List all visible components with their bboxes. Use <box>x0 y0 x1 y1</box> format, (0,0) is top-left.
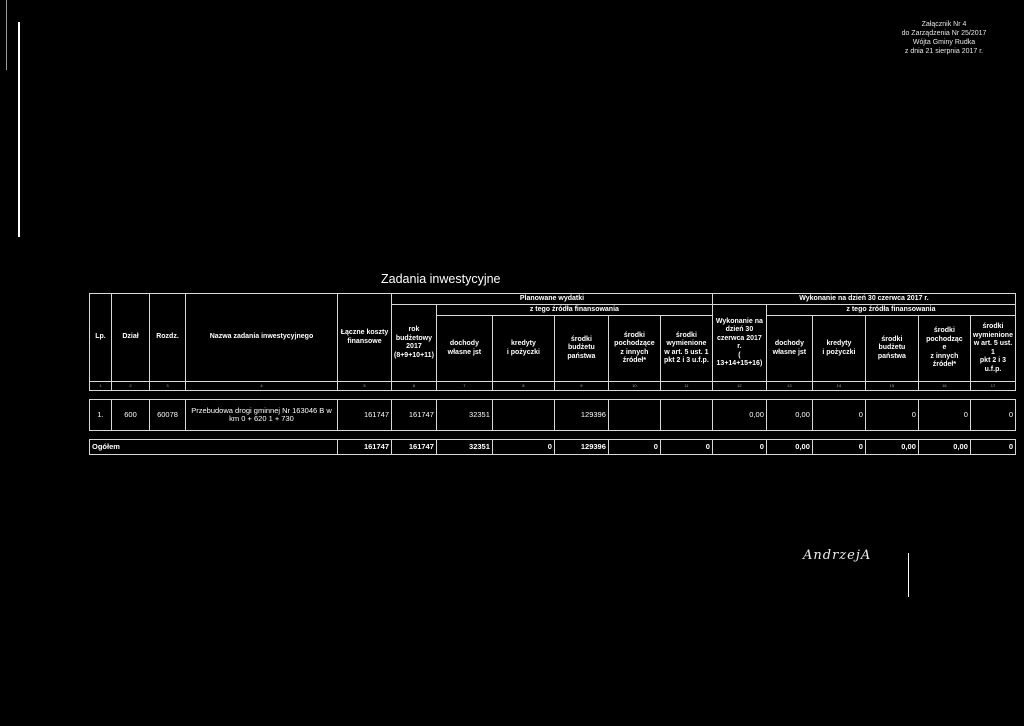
column-number-row <box>90 382 1016 391</box>
annex-line: Załącznik Nr 4 <box>921 21 967 28</box>
cell-other <box>608 400 660 431</box>
cell-lp: 1. <box>90 400 112 431</box>
cell-state: 129396 <box>554 400 608 431</box>
header-credits: kredyty i pożyczki <box>492 316 554 382</box>
header-state-funds-exec: środki budżetu państwa <box>865 316 918 382</box>
investment-table <box>89 293 1016 455</box>
total-other: 0 <box>608 440 660 455</box>
column-number: 13 <box>766 382 812 391</box>
signature: AndrzejA <box>803 548 872 563</box>
total-exec: 0 <box>712 440 766 455</box>
column-number: 1 <box>90 382 112 391</box>
total-credits: 0 <box>492 440 554 455</box>
header-credits-exec: kredyty i pożyczki <box>812 316 865 382</box>
header-name: Nazwa zadania inwestycyjnego <box>186 294 338 382</box>
header-art5-funds-exec: środki wymienione w art. 5 ust. 1 pkt 2 i 3 u.f.p. <box>970 316 1015 382</box>
header-execution: Wykonanie na dzień 30 czerwca 2017 r. ( 13+14+15+16) <box>712 305 766 382</box>
column-number: 5 <box>338 382 392 391</box>
header-state-funds: środki budżetu państwa <box>554 316 608 382</box>
total-total: 161747 <box>338 440 392 455</box>
total-exec-credits: 0 <box>812 440 865 455</box>
cell-dzial: 600 <box>112 400 150 431</box>
cell-exec-own: 0,00 <box>766 400 812 431</box>
column-number: 16 <box>918 382 970 391</box>
annex-line: do Zarządzenia Nr 25/2017 <box>901 30 987 37</box>
header-exec-group: Wykonanie na dzień 30 czerwca 2017 r. <box>712 294 1015 305</box>
column-number: 11 <box>660 382 712 391</box>
column-number: 12 <box>712 382 766 391</box>
total-label: Ogółem <box>90 440 338 455</box>
cell-exec-other: 0 <box>918 400 970 431</box>
cell-art5 <box>660 400 712 431</box>
cell-exec-art5: 0 <box>970 400 1015 431</box>
header-other-funds: środki pochodzące z innych źródeł* <box>608 316 660 382</box>
column-number: 4 <box>186 382 338 391</box>
header-planned-group: Planowane wydatki <box>392 294 713 305</box>
total-exec-art5: 0 <box>970 440 1015 455</box>
column-number: 7 <box>436 382 492 391</box>
column-number: 14 <box>812 382 865 391</box>
header-art5-funds: środki wymienione w art. 5 ust. 1 pkt 2 i 3 u.f.p. <box>660 316 712 382</box>
signature-mark-line <box>908 553 909 597</box>
scan-edge-line <box>18 22 20 237</box>
total-exec-state: 0,00 <box>865 440 918 455</box>
column-number: 8 <box>492 382 554 391</box>
total-state: 129396 <box>554 440 608 455</box>
header-total-cost: Łączne koszty finansowe <box>338 294 392 382</box>
scan-edge-line-thin <box>6 0 7 70</box>
total-exec-other: 0,00 <box>918 440 970 455</box>
column-number: 15 <box>865 382 918 391</box>
cell-exec-credits: 0 <box>812 400 865 431</box>
annex-line: Wójta Gminy Rudka <box>912 39 976 46</box>
header-lp: Lp. <box>90 294 112 382</box>
table-spacer <box>90 391 1016 400</box>
cell-exec: 0,00 <box>712 400 766 431</box>
header-dzial: Dział <box>112 294 150 382</box>
total-art5: 0 <box>660 440 712 455</box>
header-own-income: dochody własne jst <box>436 316 492 382</box>
total-exec-own: 0,00 <box>766 440 812 455</box>
column-number: 10 <box>608 382 660 391</box>
header-other-funds-exec: środki pochodząc e z innych źródeł* <box>918 316 970 382</box>
total-row <box>90 440 1016 455</box>
table-spacer <box>90 431 1016 440</box>
cell-budget: 161747 <box>392 400 437 431</box>
column-number: 6 <box>392 382 437 391</box>
column-number: 17 <box>970 382 1015 391</box>
cell-exec-state: 0 <box>865 400 918 431</box>
header-rozdz: Rozdz. <box>150 294 186 382</box>
total-budget: 161747 <box>392 440 437 455</box>
annex-header <box>884 20 1004 56</box>
annex-line: z dnia 21 sierpnia 2017 r. <box>904 48 984 55</box>
total-own: 32351 <box>436 440 492 455</box>
document-title: Zadania inwestycyjne <box>381 272 501 286</box>
column-number: 2 <box>112 382 150 391</box>
column-number: 3 <box>150 382 186 391</box>
header-sources-planned: z tego źródła finansowania <box>436 305 712 316</box>
cell-credits <box>492 400 554 431</box>
header-sources-exec: z tego źródła finansowania <box>766 305 1015 316</box>
cell-task-name: Przebudowa drogi gminnej Nr 163046 B w km 0 + 620 1 + 730 <box>186 400 338 431</box>
cell-total: 161747 <box>338 400 392 431</box>
cell-own: 32351 <box>436 400 492 431</box>
header-own-income-exec: dochody własne jst <box>766 316 812 382</box>
column-number: 9 <box>554 382 608 391</box>
table-row <box>90 400 1016 431</box>
header-budget-year: rok budżetowy 2017 (8+9+10+11) <box>392 305 437 382</box>
cell-rozdz: 60078 <box>150 400 186 431</box>
